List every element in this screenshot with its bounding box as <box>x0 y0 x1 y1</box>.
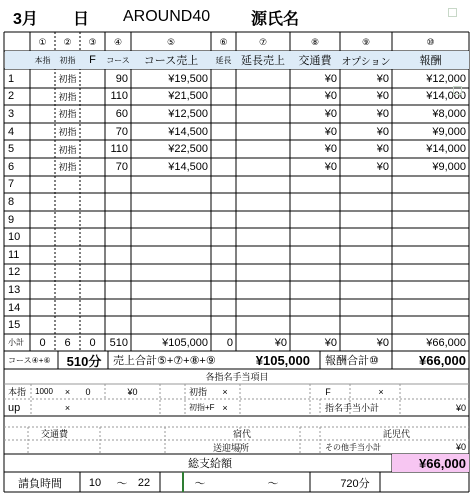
cell-extension[interactable] <box>211 140 236 158</box>
cell-extension-sales[interactable] <box>236 158 290 176</box>
cell-f[interactable] <box>80 246 105 264</box>
row-number: 7 <box>8 178 15 191</box>
row-number: 6 <box>8 160 15 173</box>
cell-f[interactable] <box>80 140 105 158</box>
cell-extension-sales[interactable] <box>236 70 290 88</box>
cell-shoshi[interactable] <box>55 228 80 246</box>
col-header: コース <box>105 51 131 69</box>
col-header: F <box>80 51 105 69</box>
subtotal-course: 510 <box>109 336 128 349</box>
cell-course-sales[interactable]: ¥19,500 <box>168 72 208 85</box>
other-subtotal-value: ¥0 <box>455 442 466 452</box>
cell-honshi[interactable] <box>30 70 55 88</box>
cell-extension[interactable] <box>211 299 236 317</box>
cell-transport[interactable]: ¥0 <box>324 143 337 156</box>
col-header: 報酬 <box>392 51 469 69</box>
cell-transport[interactable]: ¥0 <box>324 125 337 138</box>
row-number: 12 <box>8 266 21 279</box>
other-childcare-label: 託児代 <box>383 429 411 439</box>
allowance-shoshi-f-label: 初指+F <box>189 403 215 412</box>
cell-extension[interactable] <box>211 228 236 246</box>
cell-extension-sales[interactable] <box>236 176 290 194</box>
total-pay-value: ¥66,000 <box>392 454 469 472</box>
col-number: ⑨ <box>361 36 371 47</box>
summary-reward-total: ¥66,000 <box>419 352 466 368</box>
cell-extension-sales[interactable] <box>236 264 290 282</box>
cell-reward[interactable]: ¥9,000 <box>432 125 466 138</box>
col-number: ③ <box>88 36 97 47</box>
subtotal-extension-sales: ¥0 <box>274 336 287 349</box>
row-number: 5 <box>8 143 15 156</box>
cell-shoshi[interactable] <box>55 176 80 194</box>
allowance-subtotal-value: ¥0 <box>455 402 466 413</box>
allowance-title: 各指名手当項目 <box>205 372 269 382</box>
subtotal-label: 小計 <box>8 338 24 347</box>
subtotal-extension: 0 <box>226 336 233 349</box>
cell-honshi[interactable] <box>30 246 55 264</box>
cell-honshi[interactable] <box>30 105 55 123</box>
cell-shoshi[interactable]: 初指 <box>58 109 77 120</box>
cell-f[interactable] <box>80 176 105 194</box>
cell-f[interactable] <box>80 264 105 282</box>
hours-tilde: 〜 <box>116 478 128 490</box>
col-number: ① <box>38 36 47 47</box>
cell-extension-sales[interactable] <box>236 193 290 211</box>
col-header: コース売上 <box>131 51 211 69</box>
other-subtotal-label: その他手当小計 <box>325 442 381 452</box>
cell-shoshi[interactable] <box>55 264 80 282</box>
summary-course-total: 510分 <box>66 353 102 369</box>
cell-f[interactable] <box>80 316 105 334</box>
title-day: 日 <box>73 10 90 28</box>
cell-honshi[interactable] <box>30 193 55 211</box>
subtotal-reward: ¥66,000 <box>426 336 466 349</box>
col-number: ⑤ <box>166 36 176 47</box>
allowance-times-4: × <box>64 402 71 413</box>
cell-f[interactable] <box>80 105 105 123</box>
cell-shoshi[interactable] <box>55 193 80 211</box>
cell-f[interactable] <box>80 70 105 88</box>
cell-extension[interactable] <box>211 211 236 229</box>
row-number: 14 <box>8 301 21 314</box>
cell-shoshi[interactable] <box>55 316 80 334</box>
row-number: 9 <box>8 213 15 226</box>
total-pay-label: 総支給額 <box>188 458 232 470</box>
cell-honshi[interactable] <box>30 123 55 141</box>
cell-f[interactable] <box>80 88 105 106</box>
cell-option[interactable]: ¥0 <box>376 72 389 85</box>
hours-minutes: 720分 <box>340 478 370 490</box>
cell-extension-sales[interactable] <box>236 88 290 106</box>
cell-honshi[interactable] <box>30 88 55 106</box>
cell-extension[interactable] <box>211 193 236 211</box>
hours-start[interactable]: 10 <box>88 477 102 489</box>
row-number: 11 <box>8 248 20 261</box>
cell-f[interactable] <box>80 281 105 299</box>
col-number: ④ <box>113 36 123 47</box>
allowance-subtotal-label: 指名手当小計 <box>325 403 380 413</box>
break-tilde: 〜 <box>194 478 206 490</box>
cell-extension[interactable] <box>211 158 236 176</box>
hours-label: 請負時間 <box>18 478 62 490</box>
subtotal-course-sales: ¥105,000 <box>162 336 208 349</box>
cell-option[interactable]: ¥0 <box>376 160 389 173</box>
cell-reward[interactable]: ¥14,000 <box>426 143 466 156</box>
cell-course[interactable]: 70 <box>115 160 128 173</box>
cell-f[interactable] <box>80 228 105 246</box>
cell-shoshi[interactable]: 初指 <box>58 162 77 173</box>
col-number: ② <box>63 36 72 47</box>
allowance-honshi-rate: 1000 <box>35 387 53 396</box>
cell-option[interactable]: ¥0 <box>376 125 389 138</box>
cell-honshi[interactable] <box>30 228 55 246</box>
allowance-times-5: × <box>222 402 228 413</box>
summary-sales-total: ¥105,000 <box>255 352 310 368</box>
col-header: 本指 <box>30 51 55 69</box>
col-number: ⑩ <box>426 36 435 47</box>
title-name-label: 源氏名 <box>251 10 300 28</box>
name-input-field[interactable] <box>330 5 448 29</box>
cell-honshi[interactable] <box>30 264 55 282</box>
cell-reward[interactable]: ¥12,000 <box>426 72 466 85</box>
allowance-times-3: × <box>378 386 384 397</box>
cell-honshi[interactable] <box>30 140 55 158</box>
other-transport-label: 交通費 <box>41 429 69 439</box>
other-pickup-label: 送迎場所 <box>213 442 250 453</box>
cell-extension-sales[interactable] <box>236 140 290 158</box>
cell-f[interactable] <box>80 193 105 211</box>
other-hotel-label: 宿代 <box>233 429 252 439</box>
cell-extension-sales[interactable] <box>236 299 290 317</box>
allowance-honshi-label: 本指 <box>8 387 27 397</box>
cell-extension-sales[interactable] <box>236 316 290 334</box>
cell-reward[interactable]: ¥9,000 <box>432 160 466 173</box>
title-month: 3月 <box>13 10 38 28</box>
cell-shoshi[interactable] <box>55 211 80 229</box>
row-number: 8 <box>8 195 15 208</box>
cell-option[interactable]: ¥0 <box>376 143 389 156</box>
cell-extension[interactable] <box>211 316 236 334</box>
cell-honshi[interactable] <box>30 316 55 334</box>
cell-shoshi[interactable]: 初指 <box>58 144 77 155</box>
cell-extension[interactable] <box>211 246 236 264</box>
cell-extension-sales[interactable] <box>236 228 290 246</box>
subtotal-transport: ¥0 <box>324 336 337 349</box>
cell-honshi[interactable] <box>30 299 55 317</box>
break-tilde-2: 〜 <box>267 478 279 490</box>
cell-f[interactable] <box>80 299 105 317</box>
col-header: 延長売上 <box>236 51 290 69</box>
allowance-up-label: up <box>8 401 21 414</box>
summary-sales-label: 売上合計⑤+⑦+⑧+⑨ <box>113 355 216 367</box>
cell-course-sales[interactable]: ¥14,500 <box>168 125 208 138</box>
cell-course[interactable]: 60 <box>115 107 128 120</box>
col-header: 延長 <box>211 51 236 69</box>
cell-course-sales[interactable]: ¥14,500 <box>168 160 208 173</box>
row-number: 15 <box>8 319 21 332</box>
cell-extension-sales[interactable] <box>236 105 290 123</box>
cell-extension[interactable] <box>211 281 236 299</box>
cell-shoshi[interactable]: 初指 <box>58 74 77 85</box>
cell-f[interactable] <box>80 123 105 141</box>
cell-course[interactable]: 70 <box>115 125 128 138</box>
subtotal-option: ¥0 <box>376 336 389 349</box>
cell-option[interactable]: ¥0 <box>376 107 389 120</box>
cell-honshi[interactable] <box>30 211 55 229</box>
hours-end[interactable]: 22 <box>137 477 151 489</box>
cell-extension-sales[interactable] <box>236 123 290 141</box>
cell-transport[interactable]: ¥0 <box>324 160 337 173</box>
cell-transport[interactable]: ¥0 <box>324 90 337 103</box>
allowance-shoshi-label: 初指 <box>189 387 208 397</box>
cell-extension-sales[interactable] <box>236 211 290 229</box>
cell-transport[interactable]: ¥0 <box>324 72 337 85</box>
cell-honshi[interactable] <box>30 176 55 194</box>
row-number: 4 <box>8 125 15 138</box>
cell-shoshi[interactable] <box>55 299 80 317</box>
cell-shoshi[interactable]: 初指 <box>58 91 77 102</box>
cell-f[interactable] <box>80 211 105 229</box>
cell-extension-sales[interactable] <box>236 281 290 299</box>
cell-extension[interactable] <box>211 176 236 194</box>
cell-course[interactable]: 110 <box>110 90 128 103</box>
col-header: 初指 <box>55 51 80 69</box>
allowance-times: × <box>64 386 71 397</box>
cell-course-sales[interactable]: ¥22,500 <box>168 143 208 156</box>
subtotal-shoshi: 6 <box>64 336 71 349</box>
cell-honshi[interactable] <box>30 281 55 299</box>
cell-shoshi[interactable] <box>55 246 80 264</box>
cell-f[interactable] <box>80 158 105 176</box>
cell-course[interactable]: 90 <box>115 72 128 85</box>
cell-honshi[interactable] <box>30 158 55 176</box>
cell-transport[interactable]: ¥0 <box>324 107 337 120</box>
col-header: 交通費 <box>290 51 340 69</box>
cell-option[interactable]: ¥0 <box>376 90 389 103</box>
cell-course-sales[interactable]: ¥12,500 <box>168 107 208 120</box>
subtotal-honshi: 0 <box>39 336 46 349</box>
cell-extension[interactable] <box>211 88 236 106</box>
cell-extension[interactable] <box>211 105 236 123</box>
row-number: 3 <box>8 107 15 120</box>
col-header: オプション <box>340 51 392 69</box>
cell-course-sales[interactable]: ¥21,500 <box>168 90 208 103</box>
subtotal-f: 0 <box>89 336 96 349</box>
row-number: 10 <box>8 231 21 244</box>
cell-reward[interactable]: ¥14,000 <box>426 90 466 103</box>
row-number: 13 <box>8 283 21 296</box>
cell-extension-sales[interactable] <box>236 246 290 264</box>
cell-extension[interactable] <box>211 70 236 88</box>
summary-reward-label: 報酬合計⑩ <box>325 355 379 367</box>
allowance-f-label: F <box>325 386 331 397</box>
cell-course[interactable]: 110 <box>110 143 128 156</box>
summary-course-label: コース④+⑥ <box>8 355 51 365</box>
corner-mark-icon <box>453 86 462 95</box>
cell-reward[interactable]: ¥8,000 <box>432 107 466 120</box>
col-number: ⑦ <box>258 36 268 47</box>
cell-shoshi[interactable] <box>55 281 80 299</box>
corner-mark-icon <box>448 8 457 17</box>
row-number: 2 <box>8 90 15 103</box>
title-store: AROUND40 <box>123 8 211 25</box>
allowance-times-2: × <box>222 386 228 397</box>
allowance-honshi-amount: ¥0 <box>127 386 138 397</box>
col-number: ⑥ <box>219 36 228 47</box>
row-number: 1 <box>8 72 15 85</box>
cell-extension[interactable] <box>211 264 236 282</box>
col-header-blank <box>5 51 30 69</box>
cell-shoshi[interactable]: 初指 <box>58 127 77 138</box>
col-number: ⑧ <box>310 36 320 47</box>
allowance-honshi-count: 0 <box>85 386 91 397</box>
cell-extension[interactable] <box>211 123 236 141</box>
